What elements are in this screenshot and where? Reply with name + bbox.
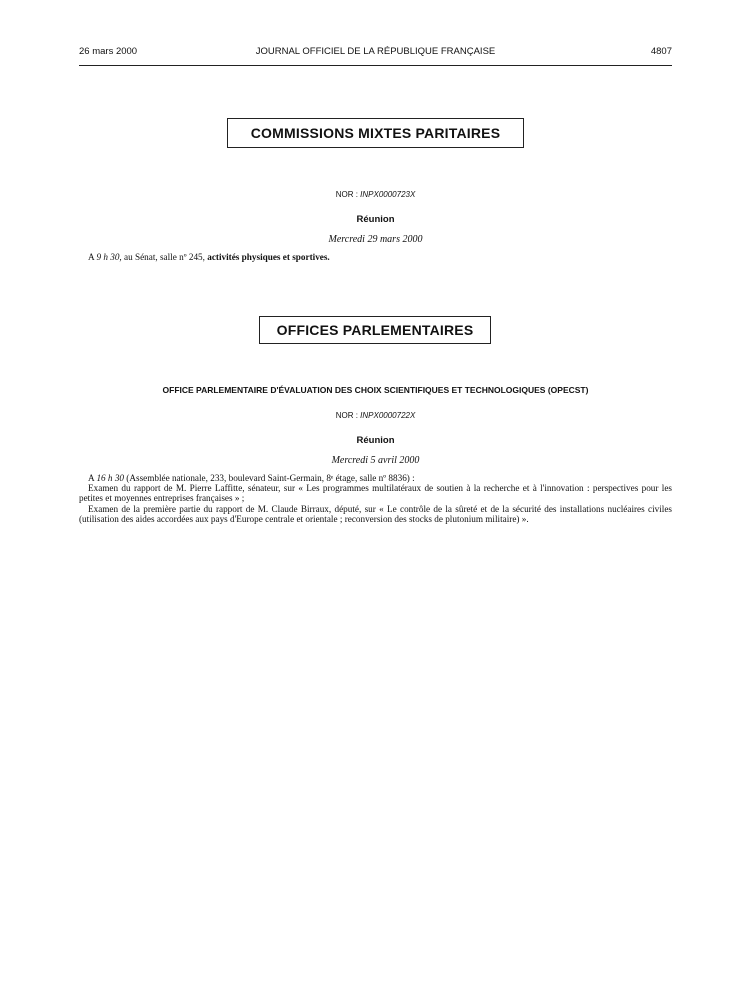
nor-line-2 xyxy=(79,411,672,420)
nor-code: INPX0000723X xyxy=(360,190,416,199)
nor-label: NOR : xyxy=(335,190,358,199)
header-journal-title: JOURNAL OFFICIEL DE LA RÉPUBLIQUE FRANÇAISE xyxy=(255,46,496,57)
line-prefix: A xyxy=(88,252,95,262)
meeting-subject: activités physiques et sportives. xyxy=(207,252,330,262)
meeting-line-1 xyxy=(79,252,672,262)
header-page-number: 4807 xyxy=(650,46,672,57)
meeting-time: 16 h 30 xyxy=(96,473,124,483)
header-date: 26 mars 2000 xyxy=(79,46,138,57)
meeting-date-1: Mercredi 29 mars 2000 xyxy=(328,234,423,245)
nor-line-1 xyxy=(79,190,672,199)
nor-code: INPX0000722X xyxy=(360,411,416,420)
section-heading-commissions: COMMISSIONS MIXTES PARITAIRES xyxy=(227,118,524,148)
agenda-item-2: Examen de la première partie du rapport de M. Claude Birraux, député, sur « Le contrôle de la sûreté et de la sécurité des installations nucléaires civiles (utilisation des aides accordées aux pays d'Europe centrale et orientale ; reconversion des stocks de plutonium militaire) ». xyxy=(79,504,672,524)
line-prefix: A xyxy=(88,473,95,483)
meeting-place: au Sénat, salle nº 245, xyxy=(124,252,205,262)
header-rule xyxy=(79,65,672,66)
meeting-title-1: Réunion xyxy=(356,214,395,225)
meeting-date-2: Mercredi 5 avril 2000 xyxy=(331,455,420,466)
meeting-line-2 xyxy=(79,473,672,483)
nor-label: NOR : xyxy=(335,411,358,420)
meeting-location: (Assemblée nationale, 233, boulevard Saint-Germain, 8ᵉ étage, salle nº 8836) : xyxy=(126,473,415,483)
page-header xyxy=(79,46,672,60)
office-title: OFFICE PARLEMENTAIRE D'ÉVALUATION DES CHOIX SCIENTIFIQUES ET TECHNOLOGIQUES (OPECST) xyxy=(162,385,589,395)
section-heading-offices: OFFICES PARLEMENTAIRES xyxy=(259,316,491,344)
meeting-title-2: Réunion xyxy=(356,435,395,446)
agenda-item-1: Examen du rapport de M. Pierre Laffitte, sénateur, sur « Les programmes multilatéraux de soutien à la recherche et à l'innovation : perspectives pour les petites et moyennes entreprises françaises » ; xyxy=(79,483,672,503)
meeting-time: 9 h 30, xyxy=(96,252,122,262)
